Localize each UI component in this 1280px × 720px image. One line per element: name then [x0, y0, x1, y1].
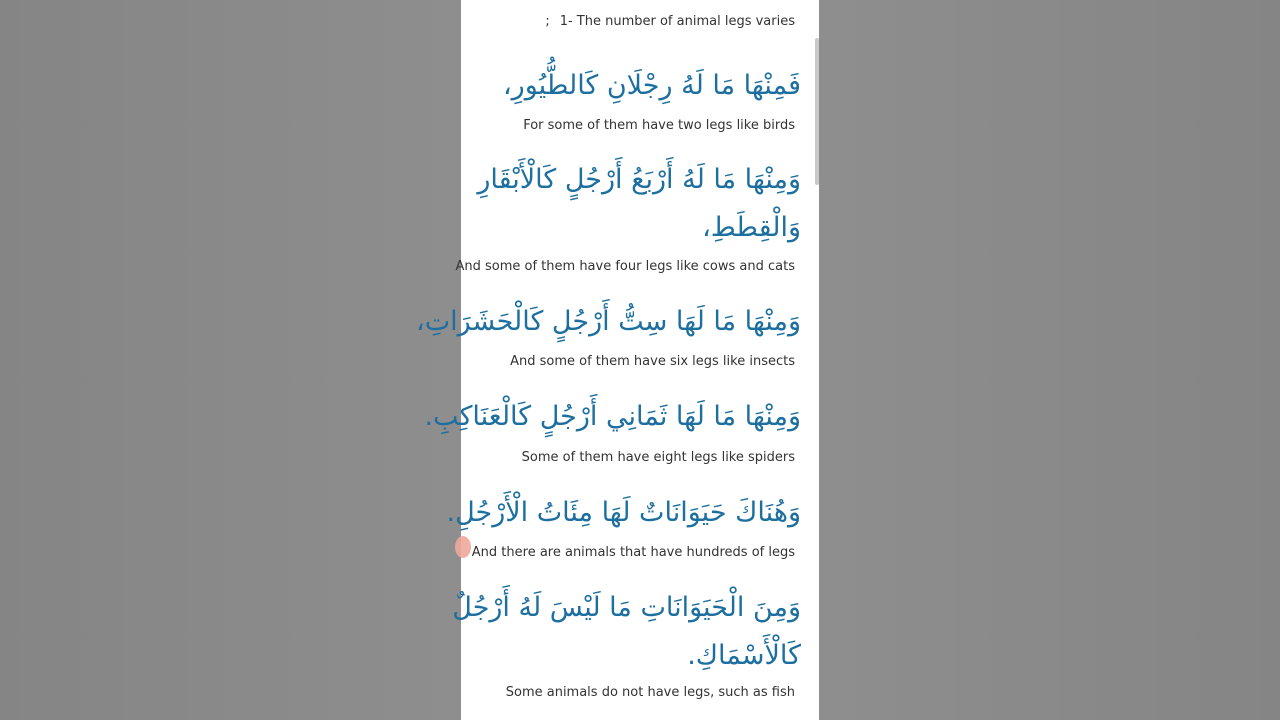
- touch-indicator: [455, 536, 471, 558]
- arabic-line: وَمِنْهَا مَا لَهُ أَرْبَعُ أَرْجُلٍ كَالْأَبْقَارِ: [477, 164, 801, 195]
- document-page[interactable]: [416, 0, 819, 720]
- arabic-verse-4: [424, 393, 801, 441]
- arabic-line: كَالْأَسْمَاكِ.: [687, 640, 801, 671]
- arabic-verse-3: [416, 298, 801, 346]
- page-scrollbar[interactable]: [815, 38, 819, 185]
- arabic-line: وَمِنْهَا مَا لَهَا ثَمَانِي أَرْجُلٍ كَالْعَنَاكِبِ.: [424, 401, 801, 432]
- heading-prefix: ;: [545, 14, 550, 29]
- english-translation-4: Some of them have eight legs like spiders: [521, 450, 795, 465]
- english-translation-5: And there are animals that have hundreds of legs: [471, 545, 795, 560]
- arabic-verse-1: [503, 62, 801, 110]
- arabic-line: فَمِنْهَا مَا لَهُ رِجْلَانِ كَالطُّيُورِ،: [502, 70, 801, 101]
- english-translation-3: And some of them have six legs like insects: [510, 354, 795, 369]
- english-translation-2: And some of them have four legs like cows and cats: [455, 259, 795, 274]
- blurred-left-border: [0, 0, 461, 720]
- arabic-verse-6: [452, 584, 801, 680]
- heading-text: 1- The number of animal legs varies: [559, 14, 795, 29]
- arabic-verse-2: [477, 156, 801, 252]
- arabic-line: وَالْقِطَطِ،: [702, 212, 801, 243]
- arabic-line: وَمِنَ الْحَيَوَانَاتِ مَا لَيْسَ لَهُ أَرْجُلٌ: [452, 592, 801, 623]
- english-translation-6: Some animals do not have legs, such as fish: [505, 685, 795, 700]
- arabic-line: وَمِنْهَا مَا لَهَا سِتُّ أَرْجُلٍ كَالْحَشَرَاتِ،: [416, 306, 801, 337]
- english-translation-1: For some of them have two legs like birds: [523, 118, 795, 133]
- arabic-line: وَهُنَاكَ حَيَوَانَاتٌ لَهَا مِئَاتُ الْأَرْجُلِ.: [446, 497, 801, 528]
- arabic-verse-5: [447, 489, 802, 537]
- blurred-right-border: [819, 0, 1280, 720]
- section-heading: [545, 14, 795, 29]
